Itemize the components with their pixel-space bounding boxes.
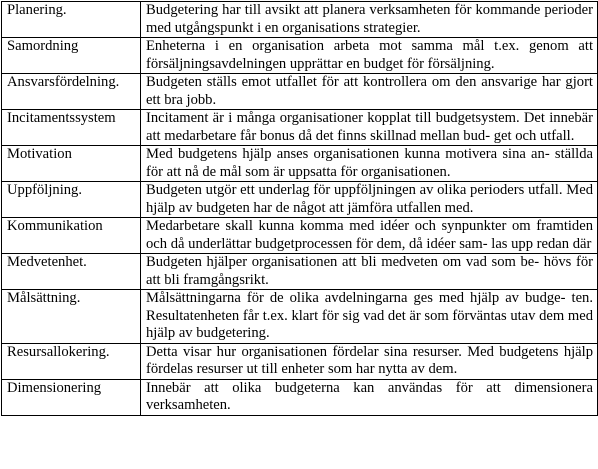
term-cell: Medvetenhet. [2,254,141,290]
table-row [2,146,598,182]
table-body [2,2,598,416]
term-cell: Motivation [2,146,141,182]
description-cell [141,218,598,254]
term-cell: Samordning [2,38,141,74]
description-cell [141,74,598,110]
description-line: Budgeten hjälper organisationen att bli medveten om vad som be- [146,254,540,270]
budget-purposes-table [1,1,598,416]
description-line: Incitament är i många organisationer kopplat till budgetsystem. Det [146,110,545,126]
term-cell: Dimensionering [2,379,141,415]
description-line: get och utfall. [493,127,575,144]
term-cell: Uppföljning. [2,182,141,218]
term-cell: Resursallokering. [2,343,141,379]
description-line: Detta visar hur organisationen fördelar sina resurser. Med budgetens [146,343,559,360]
description-cell [141,343,598,379]
description-cell [141,290,598,344]
description-cell [141,38,598,74]
description-cell [141,254,598,290]
description-cell [141,2,598,38]
description-line: framtiden och då underlättar budgetprocessen för dem, då idéer sam- [146,218,593,252]
description-line: verksamheten. [146,397,231,413]
term-cell: Incitamentssystem [2,110,141,146]
term-cell: Ansvarsfördelning. [2,74,141,110]
description-cell [141,146,598,182]
description-cell [141,110,598,146]
term-cell: Planering. [2,2,141,38]
description-line: las upp redan där [491,235,592,252]
table-row [2,343,598,379]
description-cell [141,379,598,415]
description-line: försäljningsavdelningen upprättar en budget för försäljning. [146,55,495,72]
description-line: ten. Resultatenheten får t.ex. klart för sig vad det är som förväntas [146,290,593,324]
description-line: utfall. Med hjälp av budgeten har de något att jämföra utfallen med. [146,182,593,216]
description-line: Budgeten ställs emot utfallet för att kontrollera om den ansvarige [146,74,538,90]
table-row [2,379,598,415]
description-line: innebär att medarbetare får bonus då det finns skillnad mellan bud- [146,110,593,144]
description-line: utav dem med hjälp av budgetering. [146,307,594,341]
description-line: Innebär att olika budgeterna kan användas för att dimensionera [146,379,593,396]
description-line: har gjort ett bra jobb. [146,74,593,108]
description-line: Budgetering har till avsikt att planera verksamheten för kommande [146,2,541,18]
table-row [2,290,598,344]
term-cell: Målsättning. [2,290,141,344]
table-row [2,218,598,254]
description-line: Målsättningarna för de olika avdelningarna ges med hjälp av budge- [146,290,566,306]
term-cell: Kommunikation [2,218,141,254]
description-line: Enheterna i en organisation arbeta mot samma mål t.ex. genom att [146,38,593,54]
description-line: hjälp fördelas resurser ut till enheter som har nytta av dem. [146,343,593,377]
description-line: hövs för att bli framgångsrikt. [146,254,593,288]
table-row [2,38,598,74]
description-line: Med budgetens hjälp anses organisationen kunna motivera sina an- [146,146,550,162]
table-row [2,110,598,146]
description-cell [141,182,598,218]
table-row [2,254,598,290]
description-line: Budgeten utgör ett underlag för uppföljningen av olika perioders [146,182,525,198]
description-line: Medarbetare skall kunna komma med idéer och synpunkter om [146,218,531,234]
table-row [2,182,598,218]
description-line: perioder med utgångspunkt i en organisations strategier. [146,2,593,36]
table-row [2,2,598,38]
table-row [2,74,598,110]
description-line: ställda för att nå de mål som är uppsatta för organisationen. [146,146,594,180]
